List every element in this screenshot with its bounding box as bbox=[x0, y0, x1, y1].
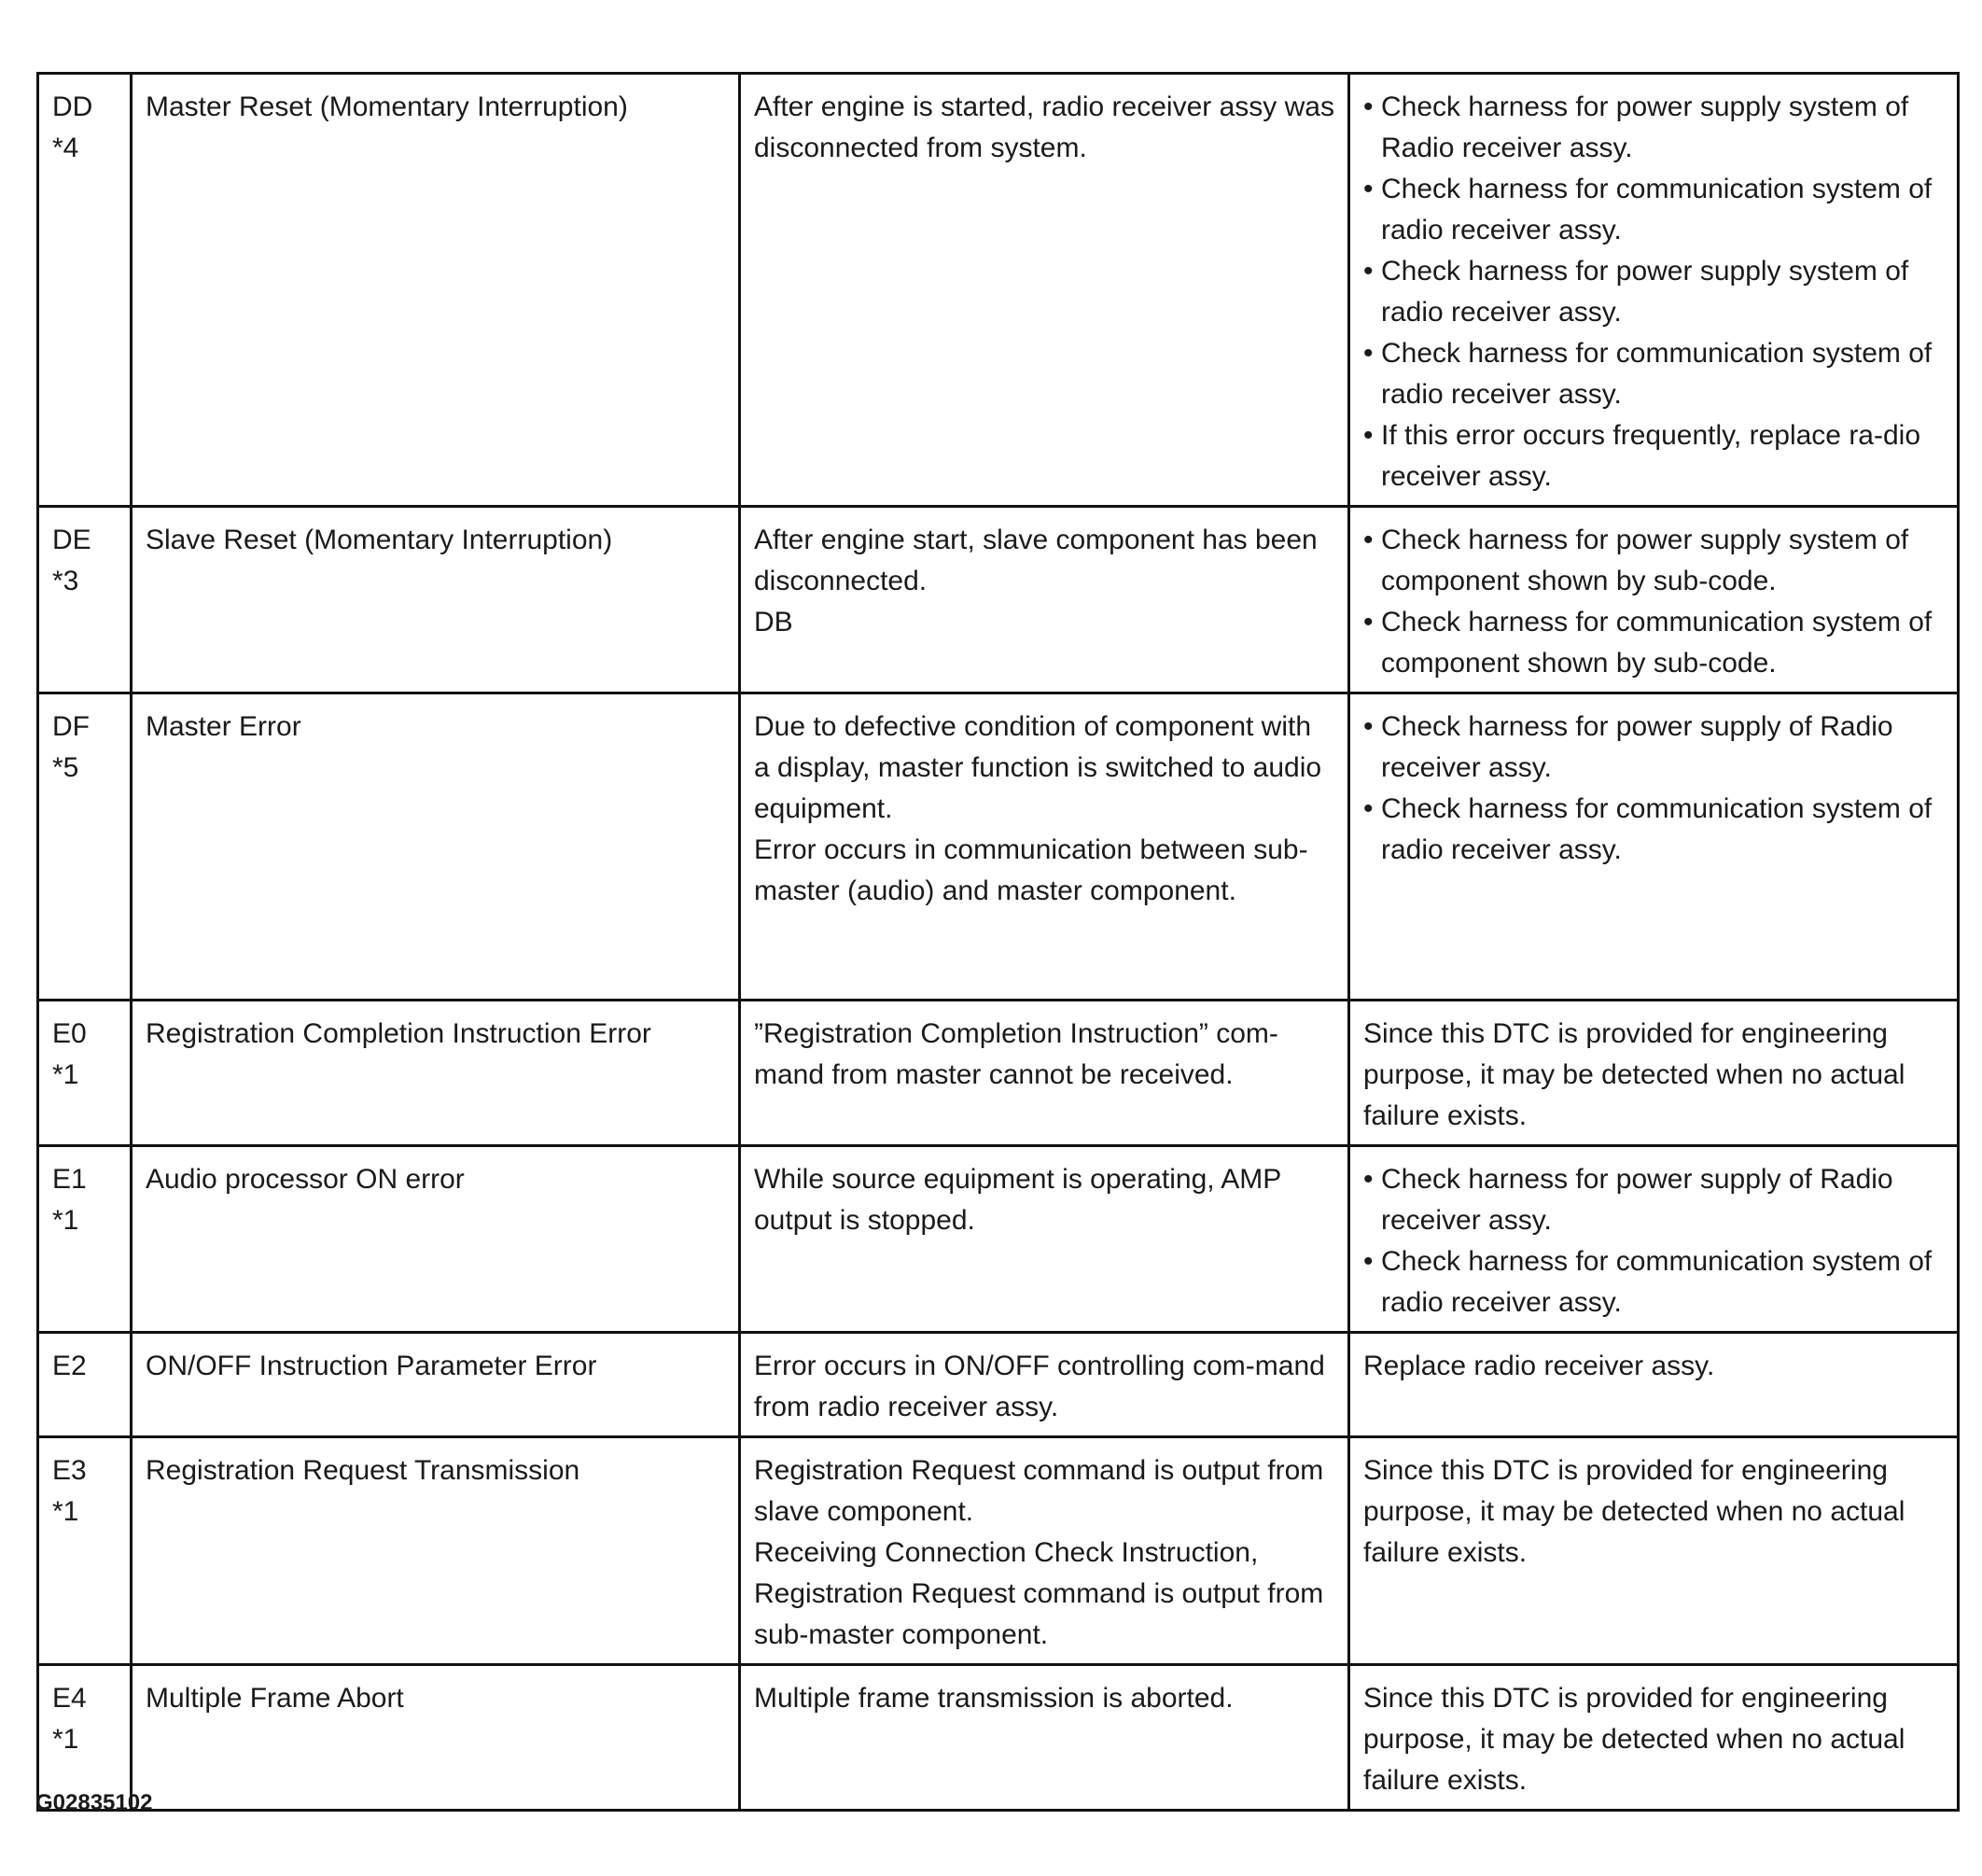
trouble-area-cell bbox=[740, 1665, 1349, 1811]
table-row bbox=[38, 1001, 1959, 1146]
detection-item: Registration Completion Instruction Error bbox=[146, 1018, 651, 1049]
remedy-cell bbox=[1349, 1146, 1959, 1333]
detection-item-cell bbox=[132, 1333, 740, 1437]
trouble-area-cell bbox=[740, 507, 1349, 693]
dtc-note: *3 bbox=[52, 566, 79, 596]
condition-line: After engine is started, radio receiver assy was disconnected from system. bbox=[754, 91, 1334, 163]
detection-item: ON/OFF Instruction Parameter Error bbox=[146, 1351, 597, 1381]
dtc-code-cell bbox=[38, 1001, 132, 1146]
dtc-code: E3 bbox=[52, 1455, 87, 1486]
remedy-item: • Check harness for communication system of radio receiver assy. bbox=[1363, 789, 1944, 871]
remedy-cell bbox=[1349, 1437, 1959, 1665]
dtc-code: DE bbox=[52, 525, 91, 555]
table-row bbox=[38, 1665, 1959, 1811]
dtc-code-cell bbox=[38, 693, 132, 1001]
condition-line: After engine start, slave component has been disconnected. bbox=[754, 525, 1318, 596]
table-row bbox=[38, 74, 1959, 507]
condition-line: ”Registration Completion Instruction” com-mand from master cannot be received. bbox=[754, 1018, 1278, 1090]
remedy-item: • Check harness for communication system of component shown by sub-code. bbox=[1363, 602, 1944, 684]
figure-id: G02835102 bbox=[35, 1790, 153, 1815]
remedy-list bbox=[1363, 1159, 1944, 1323]
dtc-code-cell bbox=[38, 507, 132, 693]
condition-line: Receiving Connection Check Instruction, Registration Request command is output from sub-master component. bbox=[754, 1537, 1324, 1650]
condition-line: Due to defective condition of component with a display, master function is switched to audio equipment. bbox=[754, 711, 1322, 824]
dtc-code: E0 bbox=[52, 1018, 87, 1049]
dtc-code: E2 bbox=[52, 1351, 87, 1381]
remedy-cell bbox=[1349, 507, 1959, 693]
detection-item: Slave Reset (Momentary Interruption) bbox=[146, 525, 613, 555]
remedy-cell bbox=[1349, 74, 1959, 507]
table-row bbox=[38, 1437, 1959, 1665]
detection-item-cell bbox=[132, 1437, 740, 1665]
condition-line: Registration Request command is output from slave component. bbox=[754, 1455, 1324, 1527]
remedy-text: Since this DTC is provided for engineering purpose, it may be detected when no actual failure exists. bbox=[1363, 1683, 1905, 1796]
detection-item: Multiple Frame Abort bbox=[146, 1683, 404, 1714]
dtc-code-cell bbox=[38, 1437, 132, 1665]
dtc-note: *1 bbox=[52, 1496, 79, 1527]
remedy-item: • Check harness for power supply system of component shown by sub-code. bbox=[1363, 520, 1944, 602]
remedy-cell bbox=[1349, 1001, 1959, 1146]
remedy-cell bbox=[1349, 1665, 1959, 1811]
detection-item: Audio processor ON error bbox=[146, 1164, 465, 1195]
table-row bbox=[38, 1146, 1959, 1333]
remedy-item: • Check harness for power supply of Radio receiver assy. bbox=[1363, 707, 1944, 789]
dtc-note: *5 bbox=[52, 752, 79, 783]
remedy-text: Since this DTC is provided for engineering purpose, it may be detected when no actual failure exists. bbox=[1363, 1018, 1905, 1131]
dtc-code-cell bbox=[38, 1665, 132, 1811]
trouble-area-cell bbox=[740, 1146, 1349, 1333]
trouble-area-cell bbox=[740, 74, 1349, 507]
dtc-code: E1 bbox=[52, 1164, 87, 1195]
remedy-text: Since this DTC is provided for engineering purpose, it may be detected when no actual failure exists. bbox=[1363, 1455, 1905, 1568]
remedy-item: • Check harness for power supply system of Radio receiver assy. bbox=[1363, 87, 1944, 169]
remedy-cell bbox=[1349, 693, 1959, 1001]
table-row bbox=[38, 1333, 1959, 1437]
trouble-area-cell bbox=[740, 1333, 1349, 1437]
detection-item-cell bbox=[132, 74, 740, 507]
detection-item: Registration Request Transmission bbox=[146, 1455, 580, 1486]
remedy-text: Replace radio receiver assy. bbox=[1363, 1351, 1715, 1381]
detection-item-cell bbox=[132, 1146, 740, 1333]
dtc-note: *1 bbox=[52, 1059, 79, 1090]
trouble-area-cell bbox=[740, 1437, 1349, 1665]
trouble-area-cell bbox=[740, 693, 1349, 1001]
detection-item-cell bbox=[132, 1001, 740, 1146]
dtc-code: DD bbox=[52, 91, 93, 122]
table-row bbox=[38, 507, 1959, 693]
remedy-item: • Check harness for communication system of radio receiver assy. bbox=[1363, 1241, 1944, 1323]
remedy-list bbox=[1363, 520, 1944, 684]
remedy-item: • Check harness for power supply system of radio receiver assy. bbox=[1363, 251, 1944, 333]
remedy-item: • Check harness for communication system of radio receiver assy. bbox=[1363, 333, 1944, 415]
dtc-code-cell bbox=[38, 1333, 132, 1437]
condition-line: While source equipment is operating, AMP output is stopped. bbox=[754, 1164, 1281, 1236]
trouble-area-cell bbox=[740, 1001, 1349, 1146]
remedy-list bbox=[1363, 87, 1944, 497]
dtc-note: *1 bbox=[52, 1724, 79, 1755]
dtc-table bbox=[36, 72, 1960, 1812]
condition-line: Multiple frame transmission is aborted. bbox=[754, 1683, 1234, 1714]
detection-item: Master Reset (Momentary Interruption) bbox=[146, 91, 628, 122]
remedy-item: • Check harness for power supply of Radio receiver assy. bbox=[1363, 1159, 1944, 1241]
dtc-code-cell bbox=[38, 1146, 132, 1333]
detection-item: Master Error bbox=[146, 711, 301, 742]
detection-item-cell bbox=[132, 693, 740, 1001]
dtc-code: E4 bbox=[52, 1683, 87, 1714]
condition-line: Error occurs in ON/OFF controlling com-mand from radio receiver assy. bbox=[754, 1351, 1325, 1422]
remedy-cell bbox=[1349, 1333, 1959, 1437]
table-row bbox=[38, 693, 1959, 1001]
remedy-item: • If this error occurs frequently, replace ra-dio receiver assy. bbox=[1363, 415, 1944, 497]
dtc-note: *4 bbox=[52, 133, 79, 163]
condition-line: DB bbox=[754, 607, 793, 637]
dtc-note: *1 bbox=[52, 1205, 79, 1236]
remedy-item: • Check harness for communication system of radio receiver assy. bbox=[1363, 169, 1944, 251]
dtc-code: DF bbox=[52, 711, 90, 742]
remedy-list bbox=[1363, 707, 1944, 871]
detection-item-cell bbox=[132, 507, 740, 693]
detection-item-cell bbox=[132, 1665, 740, 1811]
condition-line: Error occurs in communication between sub-master (audio) and master component. bbox=[754, 834, 1308, 906]
dtc-code-cell bbox=[38, 74, 132, 507]
